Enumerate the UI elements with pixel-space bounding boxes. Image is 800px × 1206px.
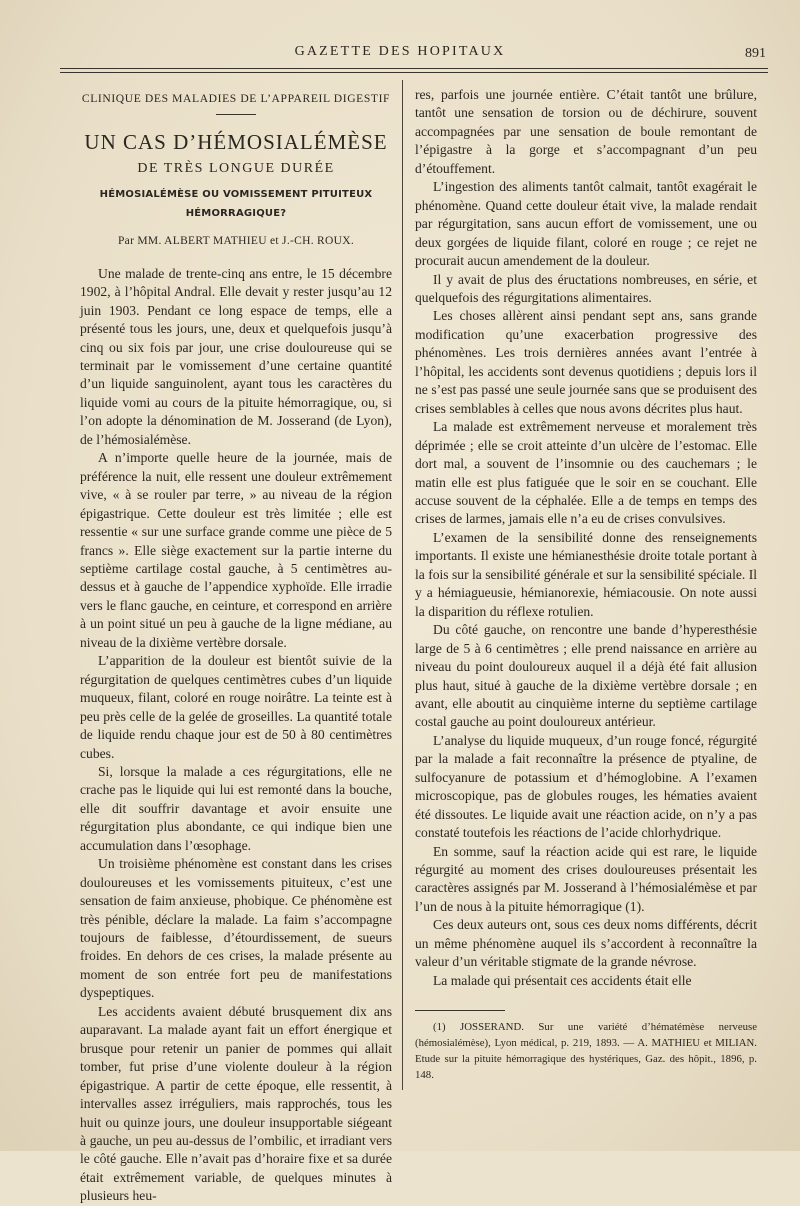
paragraph: Ces deux auteurs ont, sous ces deux noms différents, décrit un même phénomène auquel ils s’accordent à reconnaître la valeur d’un véritable stigmate de la grande névrose.	[415, 917, 757, 970]
article-alt-title: HÉMOSIALÉMÈSE OU VOMISSEMENT PITUITEUX HÉMORRAGIQUE?	[99, 189, 373, 219]
byline: Par MM. ALBERT MATHIEU et J.-CH. ROUX.	[117, 235, 355, 248]
paragraph: La malade qui présentait ces accidents était elle	[433, 972, 692, 988]
header-rule	[60, 68, 768, 69]
paragraph: L’ingestion des aliments tantôt calmait, tantôt exagérait le phénomène. Quand cette douleur était vive, la malade rendait par régurgitation, sans aucun effort de vomissement, une ou deux gorgées de liquide filant, coloré en rouge ; ce rejet ne procurait aucun amendement de la douleur.	[415, 179, 757, 269]
left-column	[80, 86, 392, 1206]
paragraph: Une malade de trente-cinq ans entre, le 15 décembre 1902, à l’hôpital Andral. Elle devait y rester jusqu’au 12 juin 1903. Pendant ce long espace de temps, elle a présenté tous les jours, une, deux et quelquefois jusqu’à cinq ou six fois par jour, une crise douloureuse qui se terminait par le vomissement d’une certaine quantité d’un liquide sanguinolent, ayant tous les caractères du liquide vomi au cours de la pituite hémorragique, ou, si l’on adopte la dénomination de M. Josserand (de Lyon), de l’hémosialémèse.	[80, 265, 392, 447]
paragraph: La malade est extrêmement nerveuse et moralement très déprimée ; elle se croit atteinte d’un ulcère de l’estomac. Elle dort mal, a souvent de l’insomnie ou des cauchemars ; le matin elle est plus fatiguée que le soir en se couchant. Elle accuse souvent de la céphalée. Elle a de temps en temps des crises de larmes, jamais elle n’a eu de crises convulsives.	[415, 419, 757, 527]
article-title: UN CAS D’HÉMOSIALÉMÈSE	[84, 130, 388, 155]
publication-title: GAZETTE DES HOPITAUX	[294, 44, 506, 59]
footnote-rule	[415, 1010, 505, 1011]
paragraph: Un troisième phénomène est constant dans les crises douloureuses et les vomissements pituiteux, c’est une sensation de faim anxieuse, phobique. Ce phénomène est très pénible, déclare la malade. La faim s’accompagne toujours de faiblesse, d’étourdissement, de sueurs froides. En dehors de ces crises, la malade présente au moment de son entrée fort peu de manifestations dyspeptiques.	[80, 856, 392, 1001]
paragraph: En somme, sauf la réaction acide qui est rare, le liquide régurgité au moment des crises douloureuses présentait les caractères assignés par M. Josserand à l’hémosialémèse et par l’un de nous à la pituite hémorragique (1).	[415, 843, 757, 914]
footnote: (1) JOSSERAND. Sur une variété d’hématémèse nerveuse (hémosialémèse), Lyon médical, p. 219, 1893. — A. MATHIEU et MILIAN. Etude sur la pituite hémorragique des hystériques, Gaz. des hôpit., 1896, p. 148.	[415, 1021, 757, 1082]
header-rule-thin	[60, 72, 768, 73]
title-rule	[216, 114, 256, 115]
paragraph: L’analyse du liquide muqueux, d’un rouge foncé, régurgité par la malade a fait reconnaître la présence de ptyaline, de sulfocyanure de potassium et d’hémoglobine. A l’examen microscopique, pas de globules rouges, les hématies avaient été dissoutes. Le liquide avait une réaction acide, on n’y a pas constaté toutefois les réactions de l’acide chlorhydrique.	[415, 732, 757, 841]
page-number: 891	[745, 46, 766, 61]
paragraph: Si, lorsque la malade a ces régurgitations, elle ne crache pas le liquide qui lui est remonté dans la bouche, elle dit souffrir davantage et avoir ensuite une régurgitation plus abondante, ce qui indique bien une accumulation dans l’œsophage.	[80, 763, 392, 853]
paragraph: L’apparition de la douleur est bientôt suivie de la régurgitation de quelques centimètres cubes d’un liquide muqueux, filant, coloré en rouge noirâtre. La teinte est à peu près celle de la gelée de groseilles. La quantité totale de liquide rendu chaque jour est de 50 à 80 centimètres cubes.	[80, 653, 392, 761]
article-subtitle: DE TRÈS LONGUE DURÉE	[137, 160, 335, 176]
paragraph-continued: res, parfois une journée entière. C’était tantôt une brûlure, tantôt une sensation de torsion ou de déchirure, souvent accompagnées par une sensation de boule remontant de l’épigastre à la gorge et s’accompagnant d’un peu d’étouffement.	[415, 87, 757, 176]
running-head	[0, 44, 800, 64]
right-column	[415, 86, 757, 1083]
paragraph: Du côté gauche, on rencontre une bande d’hyperesthésie large de 5 à 6 centimètres ; elle prend naissance en arrière au niveau du point douloureux auquel il a déjà été fait allusion plus haut, situé à gauche de la dixième vertèbre dorsale ; en avant, elle aboutit au cinquième interne du septième cartilage costal gauche au point douloureux antérieur.	[415, 622, 757, 730]
paragraph: Les accidents avaient débuté brusquement dix ans auparavant. La malade ayant fait un effort énergique et brusque pour retenir un panier de pommes qui allait tomber, fut prise d’une violente douleur à la région épigastrique. A partir de cette époque, elle ressentit, à intervalles assez irréguliers, mais rapprochés, tous les huit ou quinze jours, une douleur insupportable siégeant à gauche, un peu au-dessus de l’ombilic, et irradiant vers le côté gauche. Elle n’avait pas d’horaire fixe et sa durée était extrêmement variable, de quelques minutes à plusieurs heu-	[80, 1003, 392, 1204]
paragraph: A n’importe quelle heure de la journée, mais de préférence la nuit, elle ressent une douleur extrêmement vive, « à se rouler par terre, » au niveau de la région épigastrique. Cette douleur est très limitée ; elle est ressentie « sur une surface grande comme une pièce de 5 francs ». Elle siège exactement sur la partie interne du septième cartilage costal gauche, à 5 centimètres au-dessus et à gauche de l’appendice xyphoïde. Elle irradie vers le flanc gauche, en ceinture, et correspond en arrière à un point situé un peu à gauche de la ligne médiane, au niveau de la dixième vertèbre dorsale.	[80, 450, 392, 650]
paragraph: Il y avait de plus des éructations nombreuses, en série, et quelquefois des régurgitations alimentaires.	[415, 271, 757, 305]
column-divider	[402, 80, 403, 1090]
paragraph: L’examen de la sensibilité donne des renseignements importants. Il existe une hémianesthésie droite totale portant à la fois sur la sensibilité générale et sur la sensibilité spéciale. Il y a hémiagueusie, hémianorexie, hémiacousie. On note aussi la disparition du réflexe rotulien.	[415, 529, 758, 619]
paragraph: Les choses allèrent ainsi pendant sept ans, sans grande modification qu’une exacerbation progressive des phénomènes. Les trois dernières années avant l’entrée à l’hôpital, les accidents sont devenus quotidiens ; depuis lors il ne s’est pas passé une seule journée sans que se produisent des crises semblables à celles que nous avons décrites plus haut.	[415, 308, 757, 416]
section-header: CLINIQUE DES MALADIES DE L’APPAREIL DIGESTIF	[81, 92, 391, 105]
